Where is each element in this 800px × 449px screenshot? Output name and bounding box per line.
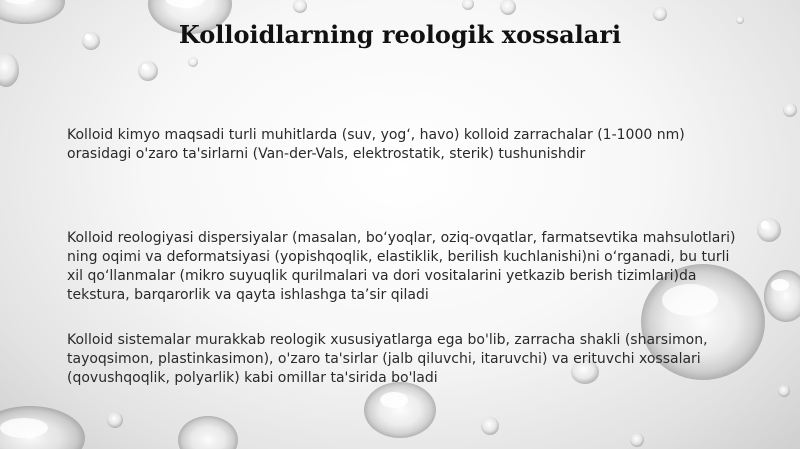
droplet xyxy=(364,382,436,438)
droplet xyxy=(783,103,797,117)
droplet xyxy=(630,433,644,447)
droplet xyxy=(188,57,198,67)
droplet xyxy=(764,270,800,322)
droplet xyxy=(107,412,123,428)
droplet xyxy=(757,218,781,242)
paragraph-1: Kolloid kimyo maqsadi turli muhitlarda (suv, yog‘, havo) kolloid zarrachalar (1-1000 nm) orasidagi o'zaro ta'sirlarni (Van-der-Vals, elektrostatik, sterik) tushunishdir xyxy=(67,127,685,162)
paragraph-2: Kolloid reologiyasi dispersiyalar (masalan, bo‘yoqlar, oziq-ovqatlar, farmatsevtika mahsulotlari) ning oqimi va deformatsiyasi (yopishqoqlik, elastiklik, berilish kuchlanishi)ni o‘rganadi, bu turli xil qo‘llanmalar (mikro suyuqlik qurilmalari va dori vositalarini yetkazib berish tizimlari)da tekstura, barqarorlik va qayta ishlashga ta’sir qiladi xyxy=(67,230,736,303)
droplet xyxy=(0,53,19,87)
droplet xyxy=(0,406,85,449)
droplet xyxy=(138,61,158,81)
paragraph-3: Kolloid sistemalar murakkab reologik xususiyatlarga ega bo'lib, zarracha shakli (sharsimon, tayoqsimon, plastinkasimon), o'zaro ta'sirlar (jalb qiluvchi, itaruvchi) va erituvchi xossalari (qovushqoqlik, polyarlik) kabi omillar ta'sirida bo'ladi xyxy=(67,332,708,386)
droplet xyxy=(462,0,474,10)
droplet xyxy=(500,0,516,15)
slide-title: Kolloidlarning reologik xossalari xyxy=(178,20,622,49)
droplet xyxy=(481,417,499,435)
droplet xyxy=(778,385,790,397)
droplet xyxy=(178,416,238,449)
droplet xyxy=(293,0,307,13)
droplet xyxy=(653,7,667,21)
